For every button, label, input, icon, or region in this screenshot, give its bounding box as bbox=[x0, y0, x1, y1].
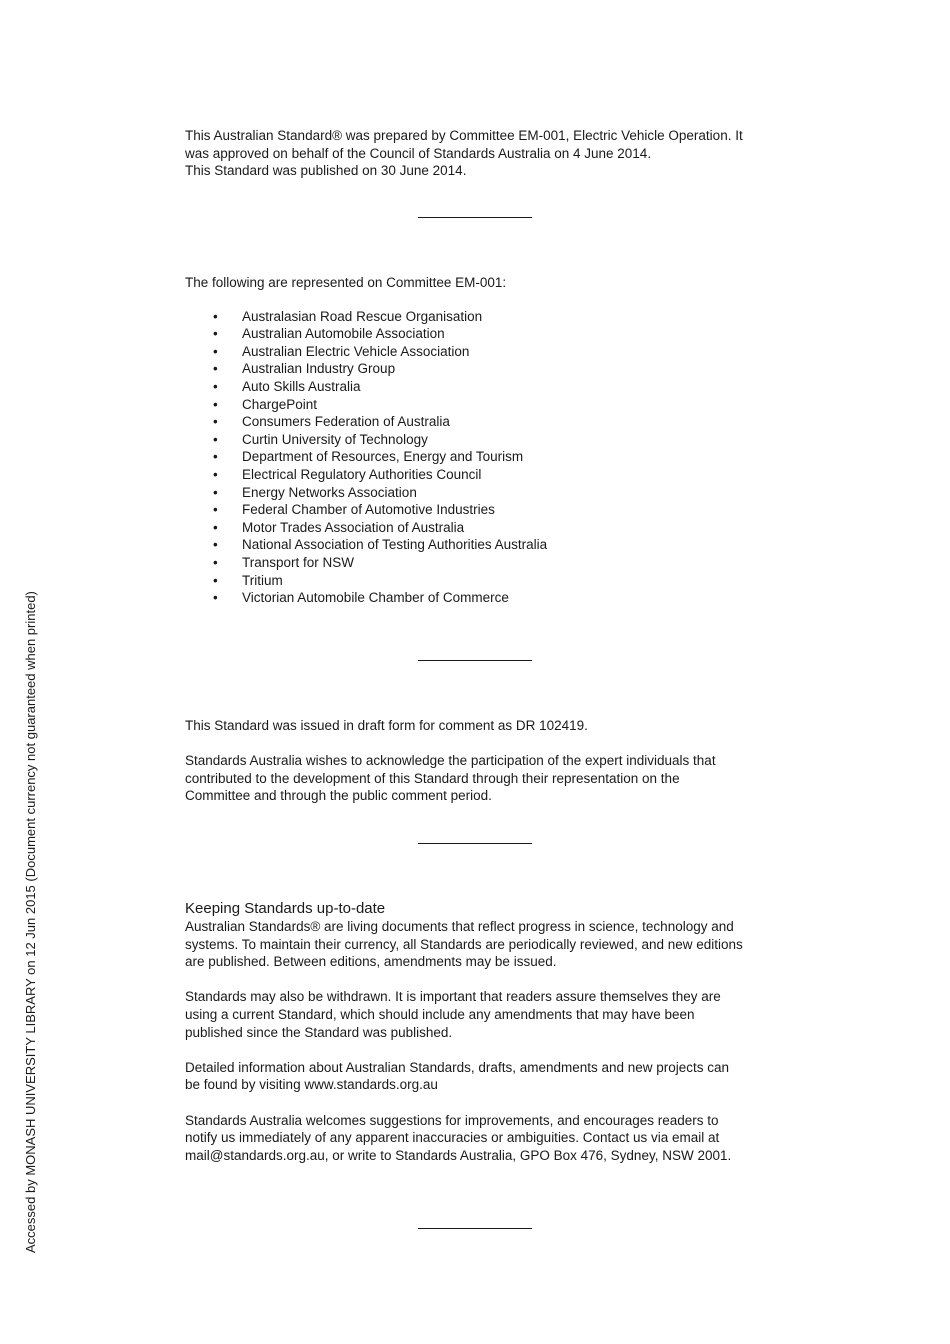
list-item: • National Association of Testing Authorities Australia bbox=[185, 536, 775, 554]
email-link[interactable]: mail@standards.org.au bbox=[185, 1147, 325, 1163]
list-item: • Australasian Road Rescue Organisation bbox=[185, 308, 775, 326]
paragraph-line: systems. To maintain their currency, all Standards are periodically reviewed, and new editions bbox=[185, 936, 743, 952]
committee-member-list bbox=[185, 308, 775, 607]
access-notice: Accessed by MONASH UNIVERSITY LIBRARY on 12 Jun 2015 (Document currency not guaranteed when printed) bbox=[23, 591, 38, 1253]
list-item: • Australian Electric Vehicle Association bbox=[185, 343, 775, 361]
list-item: • Consumers Federation of Australia bbox=[185, 413, 775, 431]
section-divider bbox=[418, 217, 532, 218]
paragraph-text: be found by visiting bbox=[185, 1077, 305, 1093]
paragraph-line: are published. Between editions, amendments may be issued. bbox=[185, 954, 557, 970]
paragraph-line: Detailed information about Australian Standards, drafts, amendments and new projects can bbox=[185, 1059, 730, 1075]
draft-section bbox=[185, 717, 775, 805]
paragraph-line: Australian Standards® are living documents that reflect progress in science, technology and bbox=[185, 919, 734, 934]
list-item: • Federal Chamber of Automotive Industries bbox=[185, 501, 775, 519]
section-divider bbox=[418, 660, 532, 661]
list-item: • Auto Skills Australia bbox=[185, 378, 775, 396]
acknowledgement-line: Standards Australia wishes to acknowledge the participation of the expert individuals that bbox=[185, 753, 716, 769]
paragraph-line: Standards Australia welcomes suggestions for improvements, and encourages readers to bbox=[185, 1112, 719, 1128]
section-divider bbox=[418, 843, 532, 844]
paragraph-line bbox=[185, 1076, 775, 1094]
section-divider bbox=[418, 1228, 532, 1229]
paragraph-line: published since the Standard was published. bbox=[185, 1024, 453, 1040]
acknowledgement-line: Committee and through the public comment period. bbox=[185, 788, 492, 804]
paragraph-line: using a current Standard, which should include any amendments that may have been bbox=[185, 1006, 695, 1022]
preparation-statement bbox=[185, 127, 775, 180]
committee-section bbox=[185, 274, 775, 607]
list-item: • Curtin University of Technology bbox=[185, 431, 775, 449]
list-item: • Victorian Automobile Chamber of Commerce bbox=[185, 589, 775, 607]
keeping-up-to-date-section bbox=[185, 899, 775, 1164]
list-item: • Transport for NSW bbox=[185, 554, 775, 572]
intro-line: This Standard was published on 30 June 2014. bbox=[185, 163, 467, 179]
list-item: • ChargePoint bbox=[185, 396, 775, 414]
intro-line: This Australian Standard® was prepared by Committee EM-001, Electric Vehicle Operation. It bbox=[185, 128, 743, 143]
list-item: • Department of Resources, Energy and Tourism bbox=[185, 448, 775, 466]
list-item: • Motor Trades Association of Australia bbox=[185, 519, 775, 537]
paragraph-line: Standards may also be withdrawn. It is important that readers assure themselves they are bbox=[185, 989, 721, 1005]
list-item: • Tritium bbox=[185, 572, 775, 590]
website-link[interactable]: www.standards.org.au bbox=[304, 1077, 438, 1093]
paragraph-line bbox=[185, 1147, 775, 1165]
list-item: • Electrical Regulatory Authorities Council bbox=[185, 466, 775, 484]
section-heading: Keeping Standards up-to-date bbox=[185, 900, 386, 917]
paragraph-line: notify us immediately of any apparent inaccuracies or ambiguities. Contact us via email at bbox=[185, 1130, 720, 1146]
committee-heading: The following are represented on Committee EM-001: bbox=[185, 275, 507, 290]
list-item: • Australian Industry Group bbox=[185, 360, 775, 378]
paragraph-text: , or write to Standards Australia, GPO Box 476, Sydney, NSW 2001. bbox=[324, 1147, 732, 1163]
acknowledgement-line: contributed to the development of this Standard through their representation on the bbox=[185, 770, 680, 786]
list-item: • Energy Networks Association bbox=[185, 484, 775, 502]
draft-issued-statement: This Standard was issued in draft form for comment as DR 102419. bbox=[185, 718, 588, 733]
list-item: • Australian Automobile Association bbox=[185, 325, 775, 343]
intro-line: was approved on behalf of the Council of Standards Australia on 4 June 2014. bbox=[185, 145, 652, 161]
